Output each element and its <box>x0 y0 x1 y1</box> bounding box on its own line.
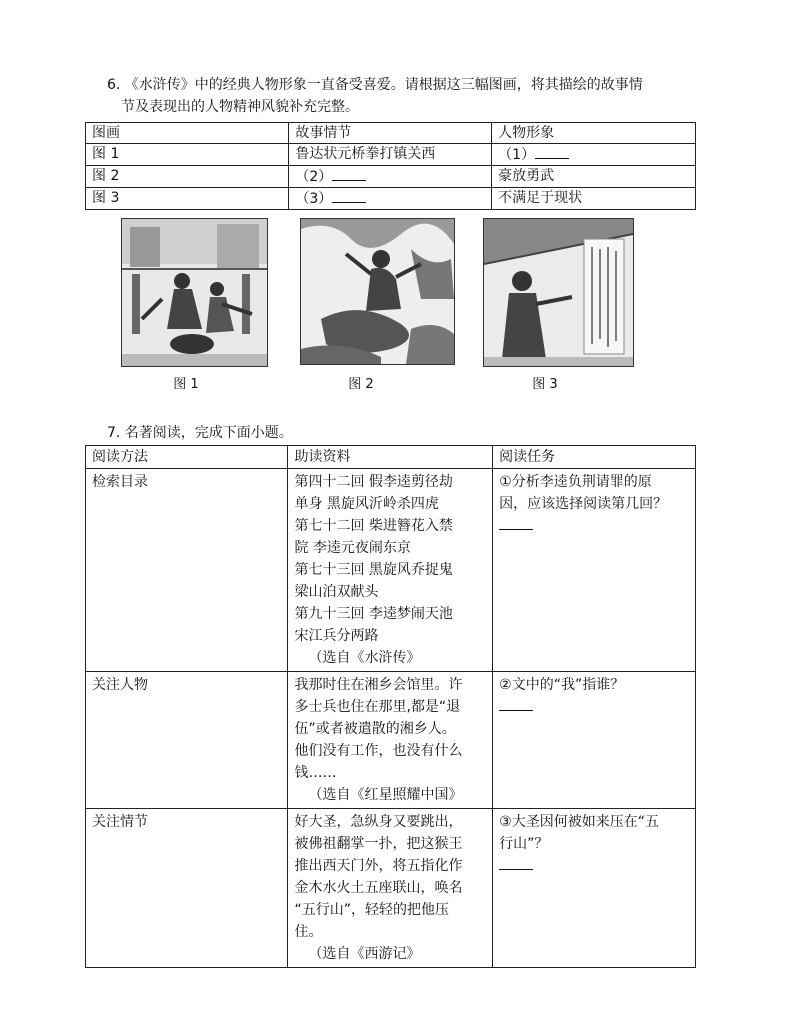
material-line: 伍”或者被遣散的湘乡人。 <box>294 721 456 737</box>
row-1-task <box>493 469 696 672</box>
answer-blank-1[interactable] <box>535 144 569 159</box>
table-header-row <box>86 123 696 144</box>
answer-blank-task-3[interactable] <box>499 855 533 870</box>
row-1-material <box>288 469 493 672</box>
figure-1-illustration <box>121 218 268 367</box>
row-3-task <box>493 809 696 968</box>
header-task: 阅读任务 <box>493 446 696 469</box>
row-2-material <box>288 672 493 809</box>
task-line: 因，应该选择阅读第几回？ <box>499 496 668 512</box>
figure-3-caption: 图 3 <box>532 377 558 392</box>
material-line: 他们没有工作，也没有什么 <box>294 743 463 759</box>
table-header-row <box>86 446 696 469</box>
answer-blank-2[interactable] <box>332 166 366 181</box>
header-method: 阅读方法 <box>86 446 288 469</box>
material-source: （选自《水浒传》 <box>308 650 421 666</box>
row-3-plot: （3） <box>295 191 333 207</box>
row-2-task <box>493 672 696 809</box>
material-line: 梁山泊双献头 <box>294 584 379 600</box>
row-1-image-cell <box>492 144 696 166</box>
row-1-method: 检索目录 <box>86 469 288 672</box>
material-line: 第四十二回 假李逵剪径劫 <box>294 474 453 490</box>
task-line: ①分析李逵负荆请罪的原 <box>499 474 652 490</box>
row-1-plot: 鲁达状元桥拳打镇关西 <box>289 144 492 166</box>
row-2-image: 豪放勇武 <box>492 166 696 188</box>
header-image: 人物形象 <box>492 123 696 144</box>
material-line: “五行山”，轻轻的把他压 <box>294 902 449 918</box>
question-7-table <box>85 445 696 968</box>
table-row <box>86 809 696 968</box>
material-line: 第七十二回 柴进簪花入禁 <box>294 518 453 534</box>
header-material: 助读资料 <box>288 446 493 469</box>
table-row <box>86 469 696 672</box>
header-picture: 图画 <box>86 123 289 144</box>
figure-2-caption: 图 2 <box>348 377 374 392</box>
material-source: （选自《西游记》 <box>308 946 421 962</box>
question-6-table <box>85 122 696 210</box>
question-6-prompt <box>107 74 707 118</box>
task-line: 行山”？ <box>499 836 549 852</box>
row-2-plot: （2） <box>295 169 333 185</box>
material-line: 金木水火土五座联山，唤名 <box>294 880 463 896</box>
row-3-figure: 图 3 <box>86 188 289 210</box>
answer-blank-task-2[interactable] <box>499 696 533 711</box>
material-line: 第七十三回 黑旋风乔捉鬼 <box>294 562 453 578</box>
material-line: 钱…… <box>294 765 337 781</box>
figure-1-caption: 图 1 <box>173 377 199 392</box>
material-source: （选自《红星照耀中国》 <box>308 787 463 803</box>
material-line: 第九十三回 李逵梦闹天池 <box>294 606 453 622</box>
row-2-plot-cell <box>289 166 492 188</box>
table-row <box>86 672 696 809</box>
table-row <box>86 166 696 188</box>
row-3-plot-cell <box>289 188 492 210</box>
material-line: 推出西天门外，将五指化作 <box>294 858 463 874</box>
answer-blank-task-1[interactable] <box>499 515 533 530</box>
task-line: ②文中的“我”指谁？ <box>499 677 625 693</box>
material-line: 我那时住在湘乡会馆里。许 <box>294 677 463 693</box>
material-line: 多士兵也住在那里,都是“退 <box>294 699 461 715</box>
material-line: 院 李逵元夜闹东京 <box>294 540 411 556</box>
material-line: 好大圣，急纵身又要跳出， <box>294 814 463 830</box>
question-6-line-2: 节及表现出的人物精神风貌补充完整。 <box>121 99 359 115</box>
row-1-figure: 图 1 <box>86 144 289 166</box>
row-3-image: 不满足于现状 <box>492 188 696 210</box>
row-2-method: 关注人物 <box>86 672 288 809</box>
row-3-material <box>288 809 493 968</box>
table-row <box>86 188 696 210</box>
question-6-line-1: 6. 《水浒传》中的经典人物形象一直备受喜爱。请根据这三幅图画，将其描绘的故事情 <box>107 77 643 93</box>
material-line: 被佛祖翻掌一扑，把这猴王 <box>294 836 463 852</box>
figure-2-illustration <box>300 218 455 365</box>
task-line: ③大圣因何被如来压在“五 <box>499 814 659 830</box>
row-2-figure: 图 2 <box>86 166 289 188</box>
question-7-title: 7. 名著阅读，完成下面小题。 <box>107 425 293 441</box>
material-line: 单身 黑旋风沂岭杀四虎 <box>294 496 439 512</box>
figure-3-illustration <box>483 218 634 367</box>
material-line: 住。 <box>294 924 323 940</box>
header-plot: 故事情节 <box>289 123 492 144</box>
row-1-image: （1） <box>498 147 536 163</box>
table-row <box>86 144 696 166</box>
answer-blank-3[interactable] <box>332 188 366 203</box>
row-3-method: 关注情节 <box>86 809 288 968</box>
material-line: 宋江兵分两路 <box>294 628 379 644</box>
